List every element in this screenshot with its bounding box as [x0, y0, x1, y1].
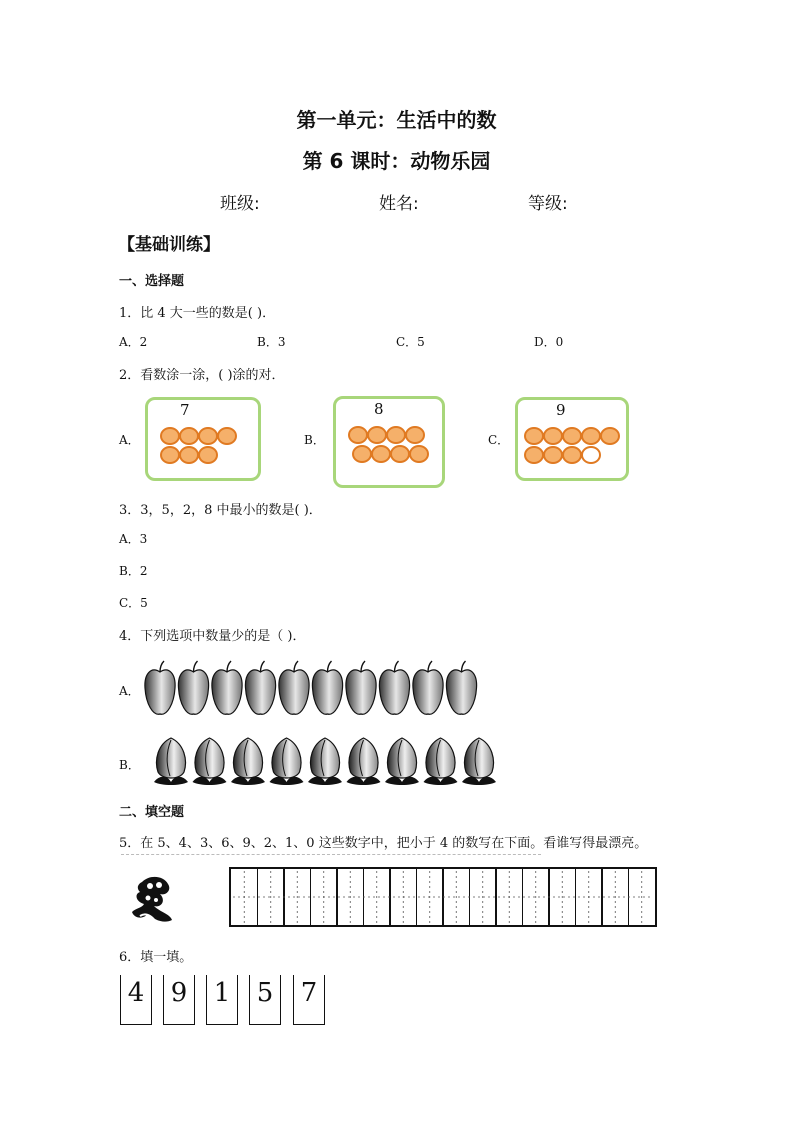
dashed-divider — [121, 854, 541, 855]
peach-icon — [231, 738, 265, 785]
question-6: 6．填一填。 — [119, 950, 193, 965]
q4-option-b-label[interactable]: B． — [119, 758, 140, 772]
apple-icon — [212, 661, 242, 714]
colored-bead — [405, 426, 425, 444]
q1-option-d[interactable]: D．0 — [534, 335, 564, 349]
colored-bead — [179, 446, 199, 464]
q2-option-c-label[interactable]: C． — [488, 433, 510, 447]
peach-icon — [462, 738, 496, 785]
q2-option-b-label[interactable]: B． — [304, 433, 325, 447]
apple-icon — [312, 661, 342, 714]
q2-option-a-number: 7 — [180, 401, 190, 419]
part2-heading: 二、填空题 — [119, 805, 185, 820]
colored-bead — [543, 446, 563, 464]
colored-bead — [160, 446, 180, 464]
number-card-1: 4 — [120, 975, 152, 1025]
colored-bead — [179, 427, 199, 445]
colored-bead — [409, 445, 429, 463]
apple-icon — [446, 661, 476, 714]
grade-label: 等级: — [528, 194, 568, 214]
question-4: 4．下列选项中数量少的是（ )． — [119, 629, 306, 644]
q2-option-c-box[interactable] — [515, 397, 629, 481]
colored-bead — [390, 445, 410, 463]
lesson-subtitle: 第 6 课时：动物乐园 — [302, 149, 491, 173]
peach-icon — [385, 738, 419, 785]
pencil-character-icon — [126, 872, 182, 928]
apple-icon — [178, 661, 208, 714]
colored-bead — [217, 427, 237, 445]
q4-option-b-peaches[interactable] — [152, 734, 514, 790]
apple-icon — [279, 661, 309, 714]
question-5: 5．在 5、4、3、6、9、2、1、0 这些数字中，把小于 4 的数写在下面。看谁写得最漂亮。 — [119, 836, 648, 851]
colored-bead — [543, 427, 563, 445]
number-card-2: 9 — [163, 975, 195, 1025]
apple-icon — [245, 661, 275, 714]
colored-bead — [198, 446, 218, 464]
colored-bead — [581, 427, 601, 445]
apple-icon — [346, 661, 376, 714]
q2-option-c-number: 9 — [556, 401, 566, 419]
q1-option-b[interactable]: B．3 — [257, 335, 286, 349]
apple-icon — [379, 661, 409, 714]
q1-option-a[interactable]: A．2 — [119, 335, 148, 349]
colored-bead — [160, 427, 180, 445]
apple-icon — [413, 661, 443, 714]
page-title: 第一单元：生活中的数 — [296, 108, 497, 132]
q1-option-c[interactable]: C．5 — [396, 335, 425, 349]
peach-icon — [347, 738, 381, 785]
colored-bead — [562, 446, 582, 464]
question-1: 1．比 4 大一些的数是( )． — [119, 306, 276, 321]
colored-bead — [348, 426, 368, 444]
q2-option-a-box[interactable] — [145, 397, 261, 481]
colored-bead — [524, 446, 544, 464]
peach-icon — [308, 738, 342, 785]
colored-bead — [367, 426, 387, 444]
part1-heading: 一、选择题 — [119, 274, 185, 289]
class-label: 班级: — [220, 194, 260, 214]
q2-option-b-number: 8 — [374, 400, 384, 418]
q2-option-b-box[interactable] — [333, 396, 445, 488]
writing-grid-lines — [231, 869, 655, 925]
colored-bead — [352, 445, 372, 463]
section-basic-training: 【基础训练】 — [118, 235, 220, 255]
peach-icon — [424, 738, 458, 785]
colored-bead — [371, 445, 391, 463]
colored-bead — [198, 427, 218, 445]
apple-icon — [145, 661, 175, 714]
q3-option-c[interactable]: C．5 — [119, 596, 148, 610]
q3-option-a[interactable]: A．3 — [119, 532, 148, 546]
peach-icon — [270, 738, 304, 785]
question-3: 3．3，5，2，8 中最小的数是( )． — [119, 503, 322, 518]
q4-option-a-label[interactable]: A． — [119, 684, 140, 698]
q4-option-a-apples[interactable] — [143, 660, 488, 720]
colored-bead — [562, 427, 582, 445]
name-label: 姓名: — [379, 194, 419, 214]
peach-icon — [193, 738, 227, 785]
peach-icon — [154, 738, 188, 785]
number-card-5: 7 — [293, 975, 325, 1025]
colored-bead — [524, 427, 544, 445]
colored-bead — [600, 427, 620, 445]
empty-bead — [581, 446, 601, 464]
q3-option-b[interactable]: B．2 — [119, 564, 148, 578]
question-2: 2．看数涂一涂，( )涂的对． — [119, 368, 285, 383]
q2-option-a-label[interactable]: A． — [119, 433, 140, 447]
number-card-4: 5 — [249, 975, 281, 1025]
colored-bead — [386, 426, 406, 444]
number-card-3: 1 — [206, 975, 238, 1025]
writing-grid[interactable] — [229, 867, 657, 927]
